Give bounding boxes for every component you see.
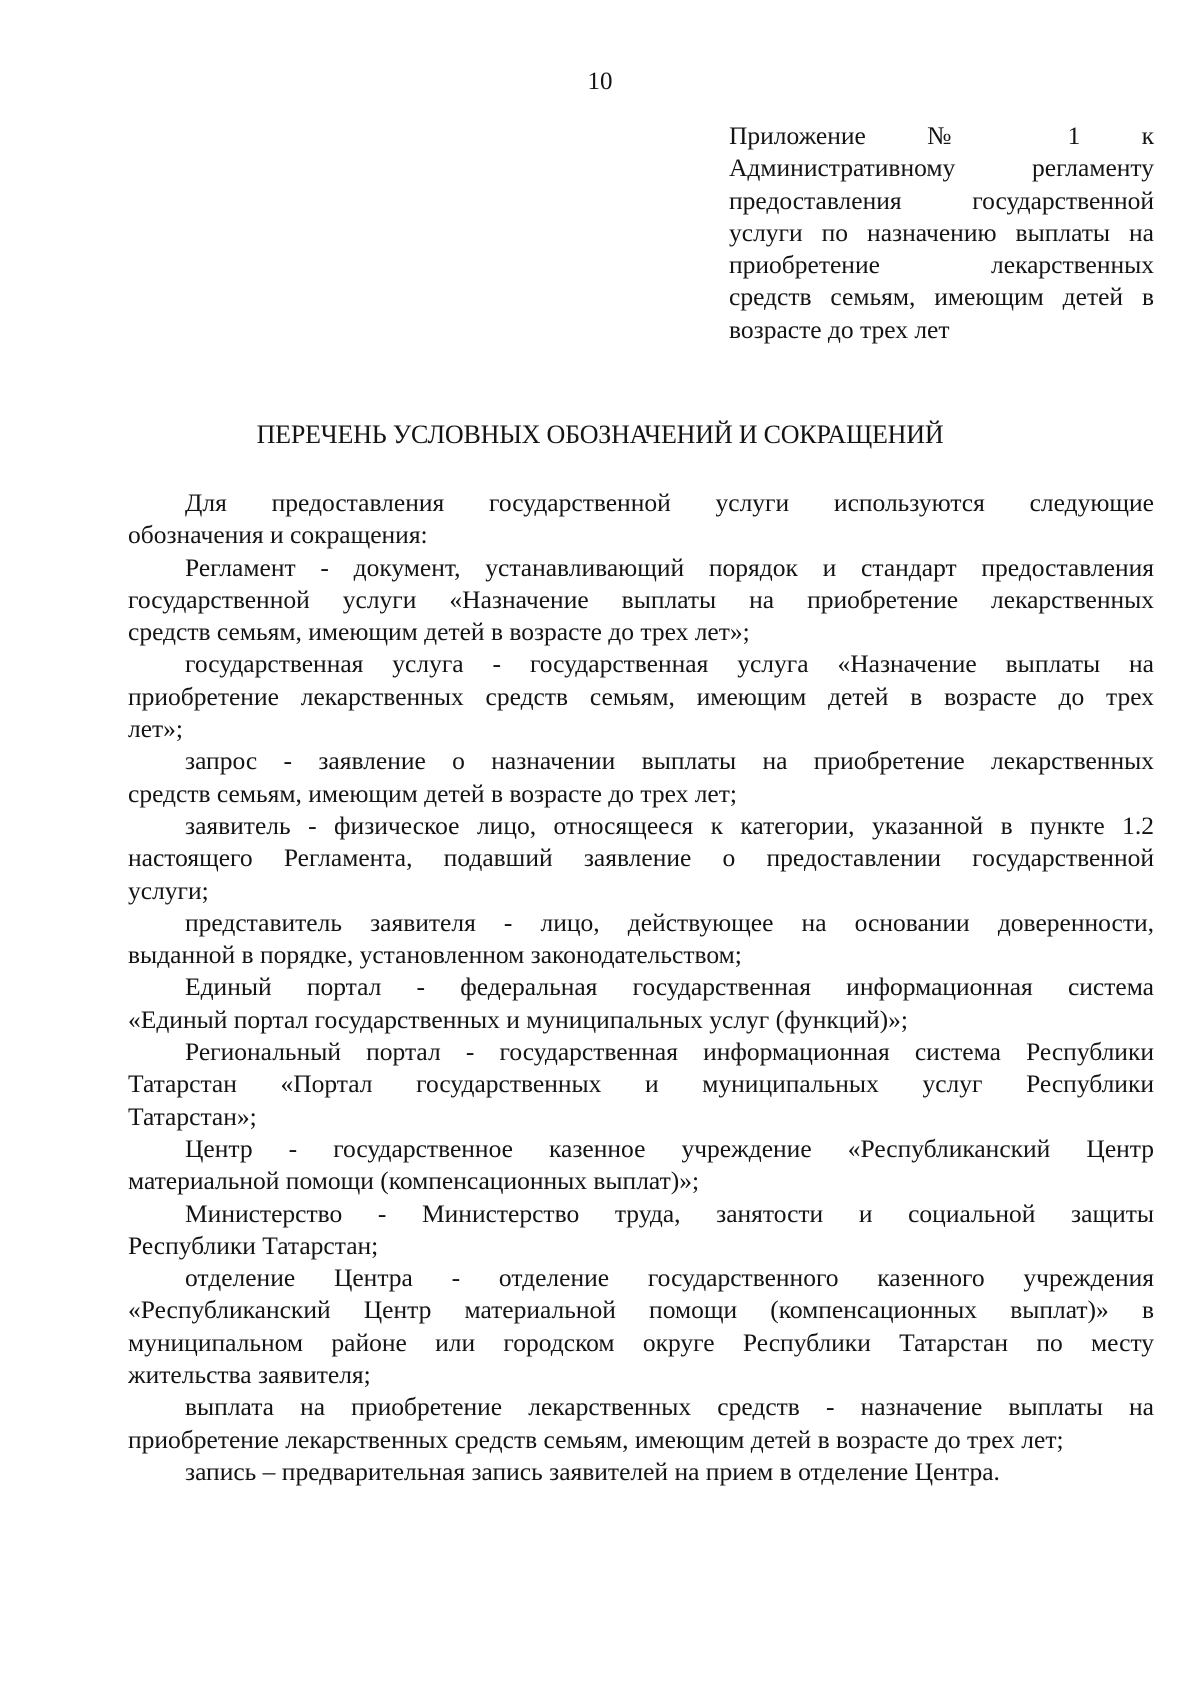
paragraph-reglament	[128, 552, 1154, 649]
paragraph-line: Региональный портал - государственная информационная система Республики	[185, 1037, 1154, 1067]
paragraph-line: средств семьям, имеющим детей в возрасте до трех лет»;	[128, 617, 750, 647]
paragraph-line: Министерство - Министерство труда, занятости и социальной защиты	[185, 1198, 1154, 1228]
appendix-line: Приложение № 1 к	[729, 121, 1154, 150]
paragraph-line: Татарстан»;	[128, 1101, 257, 1131]
paragraph-representative	[128, 907, 1154, 972]
appendix-line: предоставления государственной	[729, 185, 1154, 215]
paragraph-line: государственной услуги «Назначение выплаты на приобретение лекарственных	[128, 584, 1154, 614]
paragraph-line: обозначения и сокращения:	[128, 520, 428, 550]
paragraph-regional-portal	[128, 1036, 1154, 1133]
paragraph-line: приобретение лекарственных средств семьям, имеющим детей в возрасте до трех лет;	[128, 1424, 1064, 1454]
appendix-line: приобретение лекарственных	[729, 250, 1154, 280]
appendix-line: Административному регламенту	[729, 153, 1154, 183]
paragraph-line: выплата на приобретение лекарственных средств - назначение выплаты на	[185, 1392, 1154, 1422]
section-heading: ПЕРЕЧЕНЬ УСЛОВНЫХ ОБОЗНАЧЕНИЙ И СОКРАЩЕНИЙ	[256, 420, 944, 449]
paragraph-request	[128, 745, 1154, 810]
paragraph-line: Татарстан «Портал государственных и муниципальных услуг Республики	[128, 1069, 1154, 1099]
paragraph-intro	[128, 487, 1154, 552]
paragraph-line: настоящего Регламента, подавший заявление о предоставлении государственной	[128, 843, 1154, 873]
paragraph-line: приобретение лекарственных средств семьям, имеющим детей в возрасте до трех	[128, 681, 1154, 711]
paragraph-line: заявитель - физическое лицо, относящееся к категории, указанной в пункте 1.2	[185, 810, 1154, 840]
paragraph-line: государственная услуга - государственная услуга «Назначение выплаты на	[185, 649, 1154, 679]
paragraph-line: «Республиканский Центр материальной помощи (компенсационных выплат)» в	[128, 1295, 1154, 1325]
paragraph-line: муниципальном районе или городском округе Республики Татарстан по месту	[128, 1327, 1154, 1357]
paragraph-line: Для предоставления государственной услуги используются следующие	[185, 488, 1154, 517]
paragraph-line: лет»;	[128, 714, 184, 744]
paragraph-line: жительства заявителя;	[128, 1360, 371, 1390]
paragraph-ministry	[128, 1198, 1154, 1263]
appendix-line: услуги по назначению выплаты на	[729, 217, 1154, 247]
paragraph-line: представитель заявителя - лицо, действующее на основании доверенности,	[185, 907, 1154, 937]
paragraph-appointment	[128, 1456, 1154, 1488]
paragraph-line: средств семьям, имеющим детей в возрасте до трех лет;	[128, 778, 737, 808]
paragraph-state-service	[128, 648, 1154, 745]
paragraph-line: Республики Татарстан;	[128, 1230, 379, 1260]
paragraph-applicant	[128, 810, 1154, 907]
paragraph-line: Регламент - документ, устанавливающий порядок и стандарт предоставления	[185, 552, 1154, 582]
appendix-line: возрасте до трех лет	[729, 314, 950, 344]
paragraph-line: запись – предварительная запись заявителей на прием в отделение Центра.	[185, 1456, 1000, 1486]
document-body	[128, 487, 1154, 1488]
paragraph-line: материальной помощи (компенсационных выплат)»;	[128, 1166, 700, 1196]
paragraph-line: услуги;	[128, 875, 209, 905]
paragraph-line: Центр - государственное казенное учреждение «Республиканский Центр	[185, 1133, 1154, 1163]
paragraph-line: Единый портал - федеральная государственная информационная система	[185, 972, 1154, 1002]
paragraph-line: отделение Центра - отделение государственного казенного учреждения	[185, 1263, 1154, 1293]
appendix-note	[729, 120, 1154, 346]
appendix-line: средств семьям, имеющим детей в	[729, 282, 1154, 312]
paragraph-line: выданной в порядке, установленном законодательством;	[128, 940, 742, 970]
paragraph-payment	[128, 1391, 1154, 1456]
paragraph-unified-portal	[128, 971, 1154, 1036]
paragraph-center-branch	[128, 1262, 1154, 1391]
paragraph-center	[128, 1133, 1154, 1198]
page-number: 10	[587, 68, 613, 95]
paragraph-line: запрос - заявление о назначении выплаты на приобретение лекарственных	[185, 746, 1154, 776]
paragraph-line: «Единый портал государственных и муниципальных услуг (функций)»;	[128, 1004, 909, 1034]
